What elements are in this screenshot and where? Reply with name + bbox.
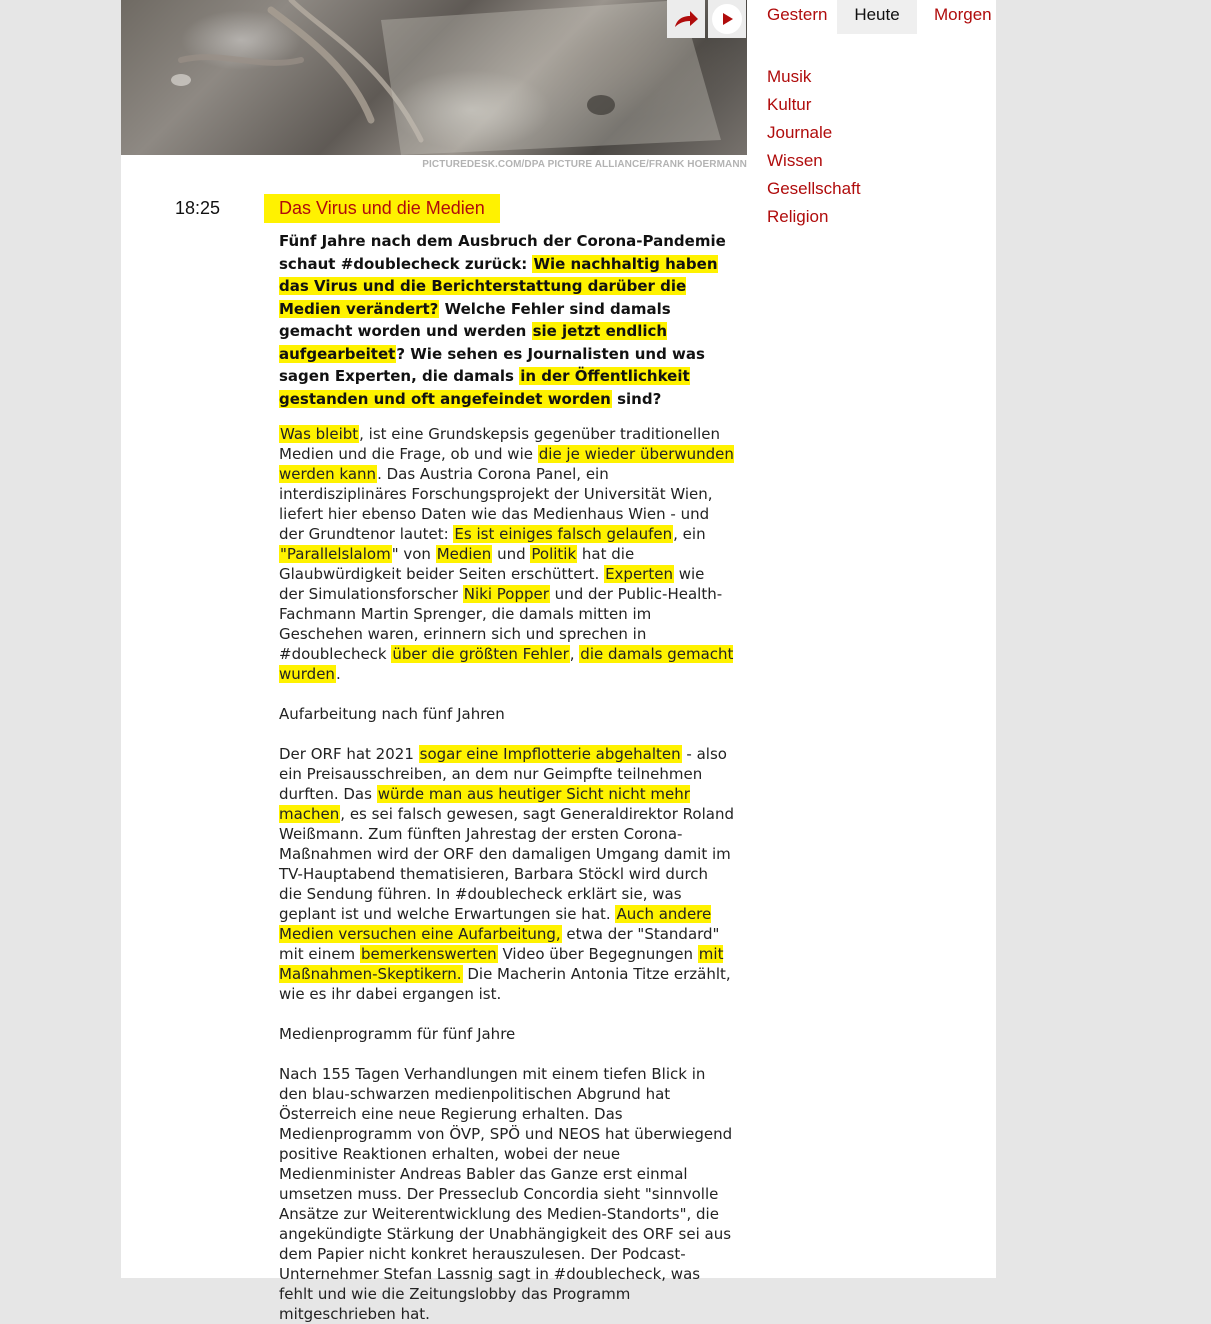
play-icon	[720, 12, 734, 26]
photo-credit: PICTUREDESK.COM/DPA PICTURE ALLIANCE/FRANK HOERMANN	[422, 159, 747, 170]
highlighted-text: würde man aus heutiger Sicht nicht mehr machen	[279, 785, 690, 823]
text-segment: ? Wie sehen es Journalisten und was sagen Experten, die damals	[279, 344, 705, 385]
body-paragraph	[279, 704, 734, 724]
highlighted-text: Medien	[436, 545, 492, 563]
body-paragraph	[279, 1064, 734, 1324]
share-arrow-icon	[673, 9, 699, 29]
program-title[interactable]: Das Virus und die Medien	[264, 194, 500, 223]
tab-morgen[interactable]: Morgen	[934, 5, 992, 24]
text-segment: .	[335, 665, 341, 683]
program-title-wrap	[264, 194, 500, 223]
category-nav	[767, 66, 861, 234]
text-segment: Welche Fehler sind damals gemacht worden und werden	[279, 299, 671, 340]
nav-item-wissen[interactable]: Wissen	[767, 151, 823, 170]
highlighted-text: Wie nachhaltig haben das Virus und die Berichterstattung darüber die Medien verändert?	[279, 254, 718, 318]
text-segment: Video über Begegnungen	[497, 945, 698, 963]
text-segment: Aufarbeitung nach fünf Jahren	[279, 705, 505, 723]
tab-gestern[interactable]: Gestern	[767, 5, 828, 24]
nav-item-religion[interactable]: Religion	[767, 207, 829, 226]
highlighted-text: Was bleibt	[280, 425, 359, 443]
program-time: 18:25	[175, 198, 221, 218]
highlighted-text: die je wieder überwunden werden kann	[279, 445, 734, 483]
program-description	[279, 230, 734, 1324]
highlighted-text: Politik	[531, 545, 577, 563]
body-paragraph	[279, 424, 734, 684]
body-paragraph	[279, 744, 734, 1004]
highlighted-text: Auch andere Medien versuchen eine Aufarbeitung,	[279, 905, 712, 943]
nav-item-journale[interactable]: Journale	[767, 123, 833, 142]
text-segment: Der ORF hat 2021	[279, 745, 419, 763]
share-button[interactable]	[667, 0, 705, 38]
hero-image	[121, 0, 747, 155]
highlighted-text: über die größten Fehler	[392, 645, 569, 663]
nav-item-musik[interactable]: Musik	[767, 67, 812, 86]
text-segment: Nach 155 Tagen Verhandlungen mit einem tiefen Blick in den blau-schwarzen medienpolitischen Abgrund hat Österreich eine neue Regierung erhalten. Das Medienprogramm von ÖVP, SPÖ und NEOS hat überwiegend positive Reaktionen erhalten, wobei der neue Medienminister Andreas Babler das Ganze erst einmal umsetzen muss. Der Presseclub Concordia sieht "sinnvolle Ansätze zur Weiterentwicklung des Medien-Standorts", die angekündigte Stärkung der Unabhängigkeit des ORF sei aus dem Papier nicht konkret herauszulesen. Der Podcast-Unternehmer Stefan Lassnig sagt in #doublecheck, was fehlt und wie die Zeitungslobby das Programm mitgeschrieben hat.	[279, 1065, 733, 1323]
highlighted-text: Niki Popper	[463, 585, 549, 603]
text-segment: sind?	[611, 389, 662, 408]
text-segment: Medienprogramm für fünf Jahre	[279, 1025, 516, 1043]
text-segment: , ist eine Grundskepsis gegenüber traditionellen Medien und die Frage, ob und wie	[279, 425, 720, 463]
day-tabs	[747, 0, 996, 34]
play-circle	[712, 4, 742, 34]
tab-heute[interactable]: Heute	[837, 0, 917, 34]
highlighted-text: bemerkenswerten	[360, 945, 497, 963]
text-segment: ,	[569, 645, 580, 663]
highlighted-text: mit Maßnahmen-Skeptikern.	[279, 945, 724, 983]
text-segment: etwa der "Standard" mit einem	[279, 925, 720, 963]
text-segment: hat die Glaubwürdigkeit beider Seiten erschüttert.	[279, 545, 635, 583]
text-segment: und der Public-Health-Fachmann Martin Sprenger, die damals mitten im Geschehen waren, erinnern sich und sprechen in #doublecheck	[279, 585, 723, 663]
highlighted-text: sie jetzt endlich aufgearbeitet	[279, 322, 668, 363]
text-segment: Die Macherin Antonia Titze erzählt, wie es ihr dabei ergangen ist.	[279, 965, 731, 1003]
highlighted-text: Es ist einiges falsch gelaufen	[454, 525, 673, 543]
program-body	[279, 424, 734, 1324]
text-segment: . Das Austria Corona Panel, ein interdisziplinäres Forschungsprojekt der Universität Wien, liefert hier ebenso Daten wie das Medienhaus Wien - und der Grundtenor lautet:	[279, 465, 713, 543]
highlighted-text: "Parallelslalom	[280, 545, 391, 563]
highlighted-text: Experten	[605, 565, 673, 583]
text-segment: wie der Simulationsforscher	[279, 565, 705, 603]
body-paragraph	[279, 1024, 734, 1044]
program-lead	[279, 230, 734, 410]
text-segment: , es sei falsch gewesen, sagt Generaldirektor Roland Weißmann. Zum fünften Jahrestag der ersten Corona-Maßnahmen wird der ORF den damaligen Umgang damit im TV-Hauptabend thematisieren, Barbara Stöckl wird durch die Sendung führen. In #doublecheck erklärt sie, was geplant ist und welche Erwartungen sie hat.	[279, 805, 734, 923]
text-segment: Fünf Jahre nach dem Ausbruch der Corona-Pandemie schaut #doublecheck zurück:	[279, 232, 726, 273]
text-segment: " von	[391, 545, 436, 563]
highlighted-text: in der Öffentlichkeit gestanden und oft angefeindet worden	[279, 367, 690, 408]
play-button[interactable]	[708, 0, 746, 38]
nav-item-gesellschaft[interactable]: Gesellschaft	[767, 179, 861, 198]
text-segment: , ein	[673, 525, 706, 543]
text-segment: und	[492, 545, 531, 563]
text-segment: - also ein Preisausschreiben, an dem nur Geimpfte teilnehmen durften. Das	[279, 745, 727, 803]
nav-item-kultur[interactable]: Kultur	[767, 95, 812, 114]
highlighted-text: die damals gemacht wurden	[279, 645, 734, 683]
highlighted-text: sogar eine Impflotterie abgehalten	[419, 745, 681, 763]
hero-texture	[121, 0, 747, 155]
